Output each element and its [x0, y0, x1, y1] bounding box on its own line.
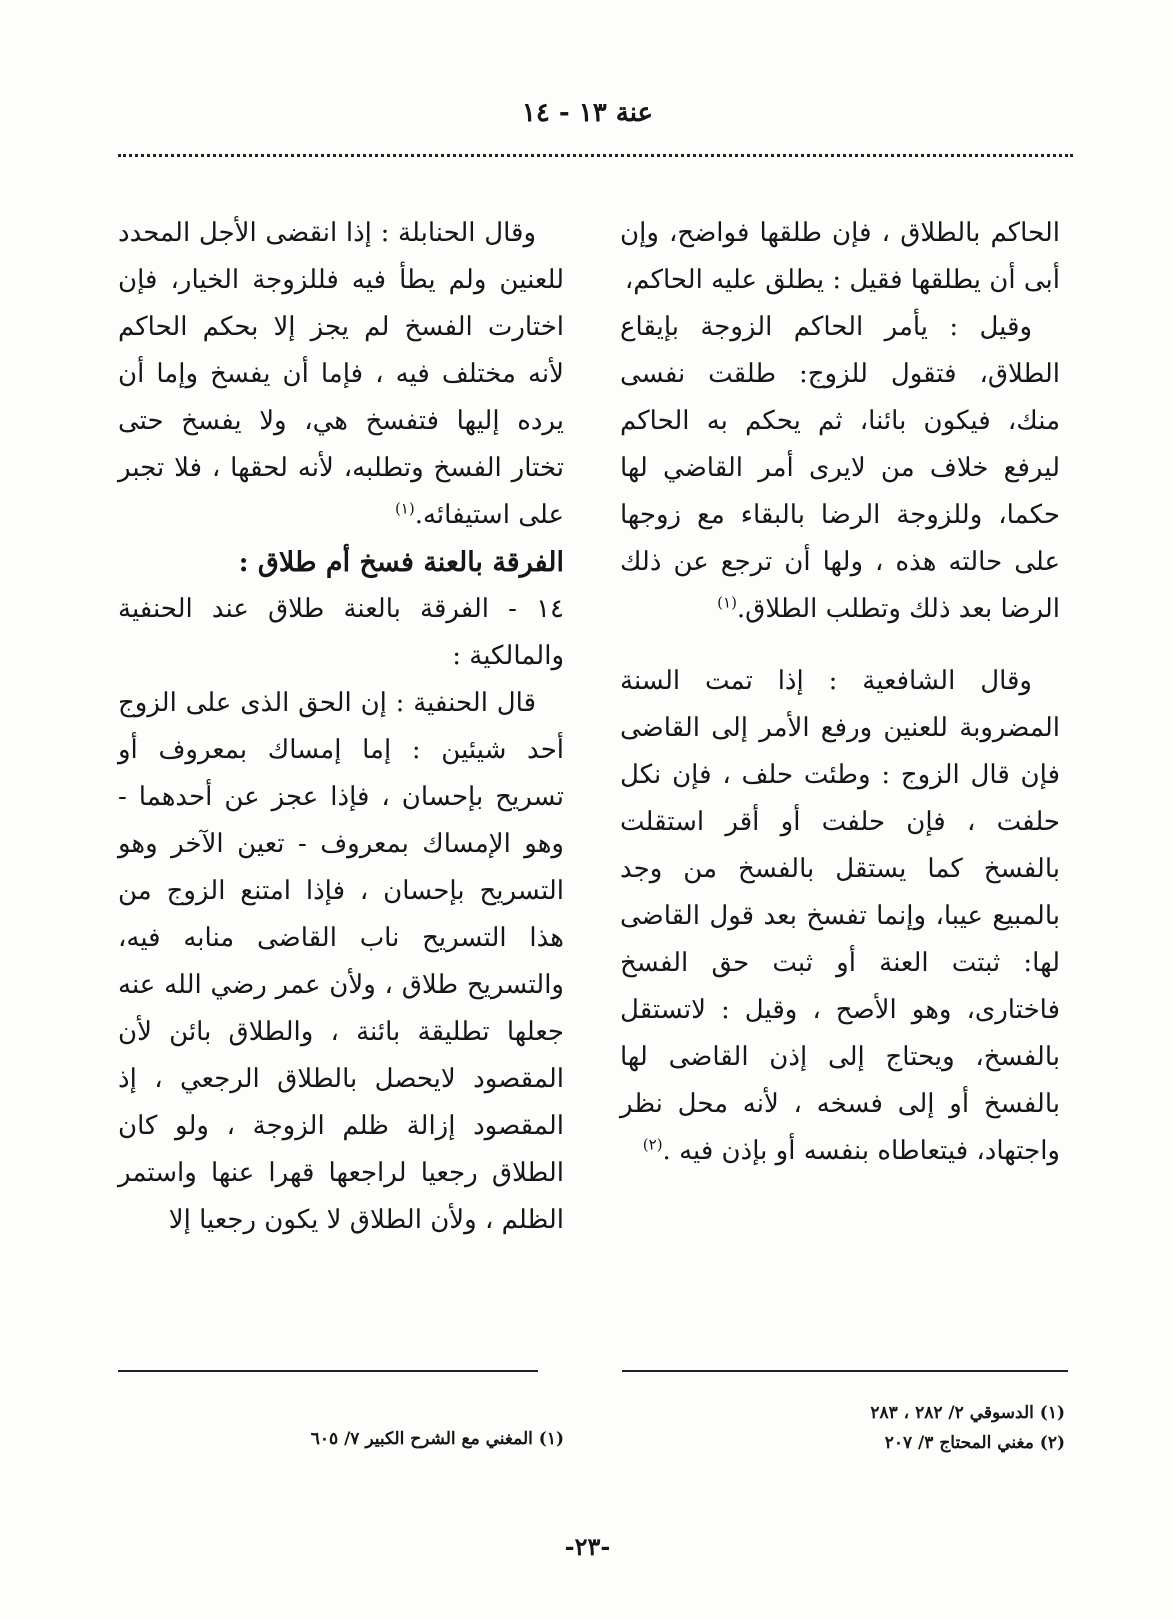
right-paragraph-2-text: وقيل : يأمر الحاكم الزوجة بإيقاع الطلاق، فتقول للزوج: طلقت نفسى منك، فيكون بائنا، ثم يحكم به الحاكم ليرفع خلاف من لايرى أمر القاضي لها حكما، وللزوجة الرضا بالبقاء مع زوجها على حالته هذه ، ولها أن ترجع عن ذلك الرضا بعد ذلك وتطلب الطلاق. [620, 312, 1060, 624]
section-heading: الفرقة بالعنة فسخ أم طلاق : [238, 547, 564, 578]
running-head: عنة ١٣ - ١٤ [521, 98, 654, 128]
footnote-ref: (٢) [642, 1135, 663, 1154]
footnote-rule-left [118, 1370, 538, 1372]
footnote-item: (١) الدسوقي ٢/ ٢٨٢ ، ٢٨٣ [870, 1403, 1065, 1423]
right-paragraph-2 [620, 304, 1060, 633]
footnotes-left [118, 1424, 564, 1454]
footnote-item: (٢) مغني المحتاج ٣/ ٢٠٧ [884, 1433, 1065, 1453]
header-dotted-rule [118, 154, 1073, 157]
left-paragraph-1 [118, 210, 564, 539]
left-column [118, 210, 564, 1244]
left-paragraph-1-text: وقال الحنابلة : إذا انقضى الأجل المحدد للعنين ولم يطأ فيه فللزوجة الخيار، فإن اختارت الفسخ لم يجز إلا بحكم الحاكم لأنه مختلف فيه ، فإما أن يفسخ وإما أن يرده إليها فتفسخ هي، ولا يفسخ حتى تختار الفسخ وتطلبه، لأنه لحقها ، فلا تجبر على استيفائه. [118, 218, 564, 530]
section-subheading: ١٤ - الفرقة بالعنة طلاق عند الحنفية والمالكية : [118, 594, 564, 671]
footnotes-right [620, 1398, 1065, 1458]
right-paragraph-3-text: وقال الشافعية : إذا تمت السنة المضروبة للعنين ورفع الأمر إلى القاضى فإن قال الزوج : وطئت حلف ، فإن نكل حلفت ، فإن حلفت أو أقر استقلت بالفسخ كما يستقل بالفسخ من وجد بالمبيع عيبا، وإنما تفسخ بعد قول القاضى لها: ثبتت العنة أو ثبت حق الفسخ فاختارى، وهو الأصح ، وقيل : لاتستقل بالفسخ، ويحتاج إلى إذن القاضى لها بالفسخ أو إلى فسخه ، لأنه محل نظر واجتهاد، فيتعاطاه بنفسه أو بإذن فيه . [620, 666, 1060, 1166]
footnote-item: (١) المغني مع الشرح الكبير ٧/ ٦٠٥ [310, 1429, 564, 1449]
left-paragraph-2: قال الحنفية : إن الحق الذى على الزوج أحد شيئين : إما إمساك بمعروف أو تسريح بإحسان ، فإذا عجز عن أحدهما - وهو الإمساك بمعروف - تعين الآخر وهو التسريح بإحسان ، فإذا امتنع الزوج من هذا التسريح ناب القاضى منابه فيه، والتسريح طلاق ، ولأن عمر رضي الله عنه جعلها تطليقة بائنة ، والطلاق بائن لأن المقصود لايحصل بالطلاق الرجعي ، إذ المقصود إزالة ظلم الزوجة ، ولو كان الطلاق رجعيا لراجعها قهرا عنها واستمر الظلم ، ولأن الطلاق لا يكون رجعيا إلا [118, 688, 564, 1235]
page-number: -٢٣- [564, 1532, 611, 1561]
right-paragraph-1: الحاكم بالطلاق ، فإن طلقها فواضح، وإن أبى أن يطلقها فقيل : يطلق عليه الحاكم، [620, 218, 1060, 295]
footnote-ref: (١) [394, 499, 415, 518]
right-column [620, 210, 1060, 1175]
right-paragraph-3 [620, 658, 1060, 1175]
footnote-rule-right [622, 1370, 1068, 1372]
footnote-ref: (١) [717, 593, 737, 612]
